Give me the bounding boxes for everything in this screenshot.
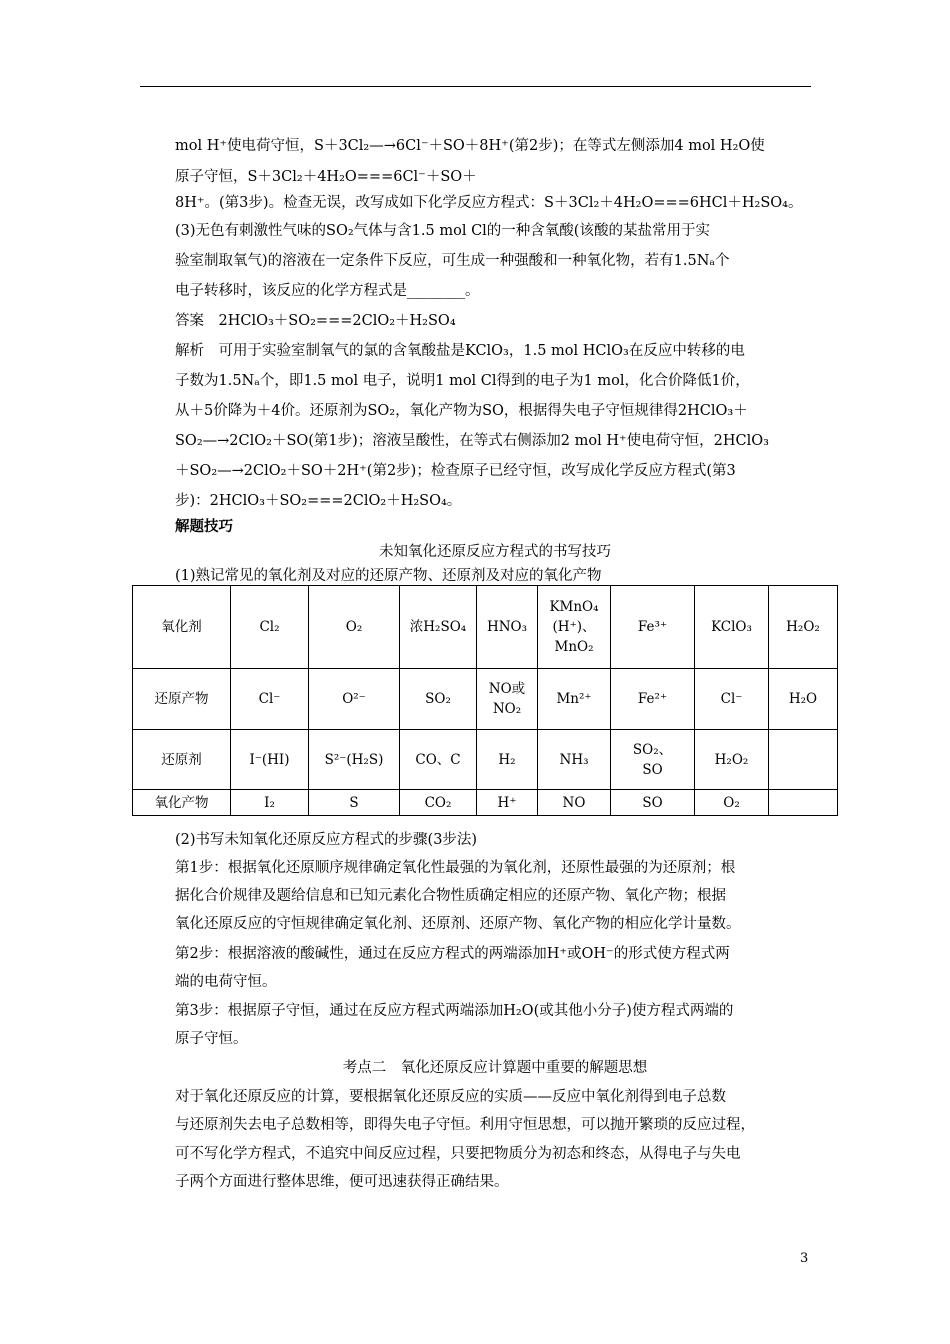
table-cell: CO₂ bbox=[400, 790, 477, 816]
table-cell bbox=[769, 730, 838, 790]
subtitle: 未知氧化还原反应方程式的书写技巧 bbox=[379, 544, 611, 560]
table-cell: SO₂ bbox=[400, 669, 477, 730]
text-line: 电子转移时，该反应的化学方程式是________。 bbox=[175, 283, 480, 299]
steps-title: (2)书写未知氧化还原反应方程式的步骤(3步法) bbox=[175, 832, 478, 848]
cell-line: KMnO₄ bbox=[549, 599, 599, 615]
oxidation-table bbox=[132, 585, 838, 816]
cell-line: (H⁺)、 bbox=[552, 619, 596, 635]
table-cell: H₂ bbox=[477, 730, 538, 790]
analysis-line: 解析 可用于实验室制氧气的氯的含氧酸盐是KClO₃，1.5 mol HClO₃在反应中转移的电 bbox=[175, 343, 745, 359]
table-cell: CO、C bbox=[400, 730, 477, 790]
table-cell: O₂ bbox=[695, 790, 769, 816]
step-line: 端的电荷守恒。 bbox=[175, 974, 277, 990]
table-cell: Cl₂ bbox=[231, 586, 309, 669]
table-cell: S²⁻(H₂S) bbox=[309, 730, 400, 790]
table-row bbox=[133, 790, 838, 816]
table-cell: KClO₃ bbox=[695, 586, 769, 669]
table-row bbox=[133, 586, 838, 669]
cell-line: MnO₂ bbox=[554, 639, 594, 655]
table-cell: 还原产物 bbox=[133, 669, 231, 730]
table-cell: 还原剂 bbox=[133, 730, 231, 790]
text-line: SO₂—→2ClO₂＋SO(第1步)；溶液呈酸性，在等式右侧添加2 mol H⁺使电荷守恒，2HClO₃ bbox=[175, 433, 769, 449]
table-cell: NO bbox=[538, 790, 611, 816]
table-row bbox=[133, 669, 838, 730]
table-cell: H⁺ bbox=[477, 790, 538, 816]
header-rule bbox=[140, 86, 811, 87]
text-line: 从＋5价降为＋4价。还原剂为SO₂，氧化产物为SO，根据得失电子守恒规律得2HClO₃＋ bbox=[175, 403, 748, 419]
text-line: ＋SO₂—→2ClO₂＋SO＋2H⁺(第2步)；检查原子已经守恒，改写成化学反应方程式(第3 bbox=[175, 463, 736, 479]
step-line: 第2步：根据溶液的酸碱性，通过在反应方程式的两端添加H⁺或OH⁻的形式使方程式两 bbox=[175, 946, 730, 962]
step-line: 第1步：根据氧化还原顺序规律确定氧化性最强的为氧化剂，还原性最强的为还原剂；根 bbox=[175, 860, 736, 876]
table-cell: I₂ bbox=[231, 790, 309, 816]
table-cell: HNO₃ bbox=[477, 586, 538, 669]
step-line: 原子守恒。 bbox=[175, 1031, 248, 1047]
table-cell: 氧化剂 bbox=[133, 586, 231, 669]
table-cell: Mn²⁺ bbox=[538, 669, 611, 730]
table-cell: O²⁻ bbox=[309, 669, 400, 730]
table-cell: NH₃ bbox=[538, 730, 611, 790]
text-line: 子数为1.5Nₐ个，即1.5 mol 电子，说明1 mol Cl得到的电子为1 mol，化合价降低1价， bbox=[175, 373, 750, 389]
heading-tips: 解题技巧 bbox=[175, 518, 233, 535]
section2-line: 与还原剂失去电子总数相等，即得失电子守恒。利用守恒思想，可以抛开繁琐的反应过程， bbox=[175, 1117, 755, 1133]
table-cell: Fe²⁺ bbox=[611, 669, 695, 730]
table-cell: I⁻(HI) bbox=[231, 730, 309, 790]
table-cell: Cl⁻ bbox=[695, 669, 769, 730]
section2-line: 对于氧化还原反应的计算，要根据氧化还原反应的实质——反应中氧化剂得到电子总数 bbox=[175, 1089, 726, 1105]
table-cell: H₂O₂ bbox=[695, 730, 769, 790]
text-line: 8H⁺。(第3步)。检查无误，改写成如下化学反应方程式：S＋3Cl₂＋4H₂O===6HCl＋H₂SO₄。 bbox=[175, 195, 803, 211]
table-cell: H₂O bbox=[769, 669, 838, 730]
table-cell: 浓H₂SO₄ bbox=[400, 586, 477, 669]
text-line: (3)无色有刺激性气味的SO₂气体与含1.5 mol Cl的一种含氧酸(该酸的某盐常用于实 bbox=[175, 223, 710, 239]
text-line: 原子守恒，S＋3Cl₂＋4H₂O===6Cl⁻＋SO＋ bbox=[175, 169, 477, 185]
table-cell: O₂ bbox=[309, 586, 400, 669]
text-line: 验室制取氧气)的溶液在一定条件下反应，可生成一种强酸和一种氧化物，若有1.5Nₐ个 bbox=[175, 253, 730, 269]
section2-line: 子两个方面进行整体思维，便可迅速获得正确结果。 bbox=[175, 1174, 509, 1190]
table-cell: H₂O₂ bbox=[769, 586, 838, 669]
table-cell: SO bbox=[611, 790, 695, 816]
table-cell bbox=[611, 730, 695, 790]
answer-line: 答案 2HClO₃＋SO₂===2ClO₂＋H₂SO₄ bbox=[175, 313, 456, 329]
table-row bbox=[133, 730, 838, 790]
table-cell: Cl⁻ bbox=[231, 669, 309, 730]
page-number: 3 bbox=[800, 1251, 809, 1266]
table-cell: Fe³⁺ bbox=[611, 586, 695, 669]
cell-line: SO bbox=[642, 761, 663, 778]
table-cell bbox=[477, 669, 538, 730]
table-cell: 氧化产物 bbox=[133, 790, 231, 816]
table-cell bbox=[538, 586, 611, 669]
section2-line: 可不写化学方程式，不追究中间反应过程，只要把物质分为初态和终态，从得电子与失电 bbox=[175, 1146, 741, 1162]
cell-line: SO₂、 bbox=[632, 741, 673, 758]
section2-title: 考点二 氧化还原反应计算题中重要的解题思想 bbox=[342, 1060, 648, 1076]
step-line: 第3步：根据原子守恒，通过在反应方程式两端添加H₂O(或其他小分子)使方程式两端的 bbox=[175, 1003, 734, 1019]
table-cell bbox=[769, 790, 838, 816]
cell-line: NO或 bbox=[488, 681, 526, 697]
text-line: mol H⁺使电荷守恒，S＋3Cl₂—→6Cl⁻＋SO＋8H⁺(第2步)；在等式左侧添加4 mol H₂O使 bbox=[175, 138, 765, 154]
tips-1: (1)熟记常见的氧化剂及对应的还原产物、还原剂及对应的氧化产物 bbox=[175, 568, 602, 584]
text-line: 步)：2HClO₃＋SO₂===2ClO₂＋H₂SO₄。 bbox=[175, 493, 462, 509]
step-line: 据化合价规律及题给信息和已知元素化合物性质确定相应的还原产物、氧化产物；根据 bbox=[175, 888, 726, 904]
table-cell: S bbox=[309, 790, 400, 816]
cell-line: NO₂ bbox=[492, 701, 522, 717]
step-line: 氧化还原反应的守恒规律确定氧化剂、还原剂、还原产物、氧化产物的相应化学计量数。 bbox=[175, 916, 741, 932]
